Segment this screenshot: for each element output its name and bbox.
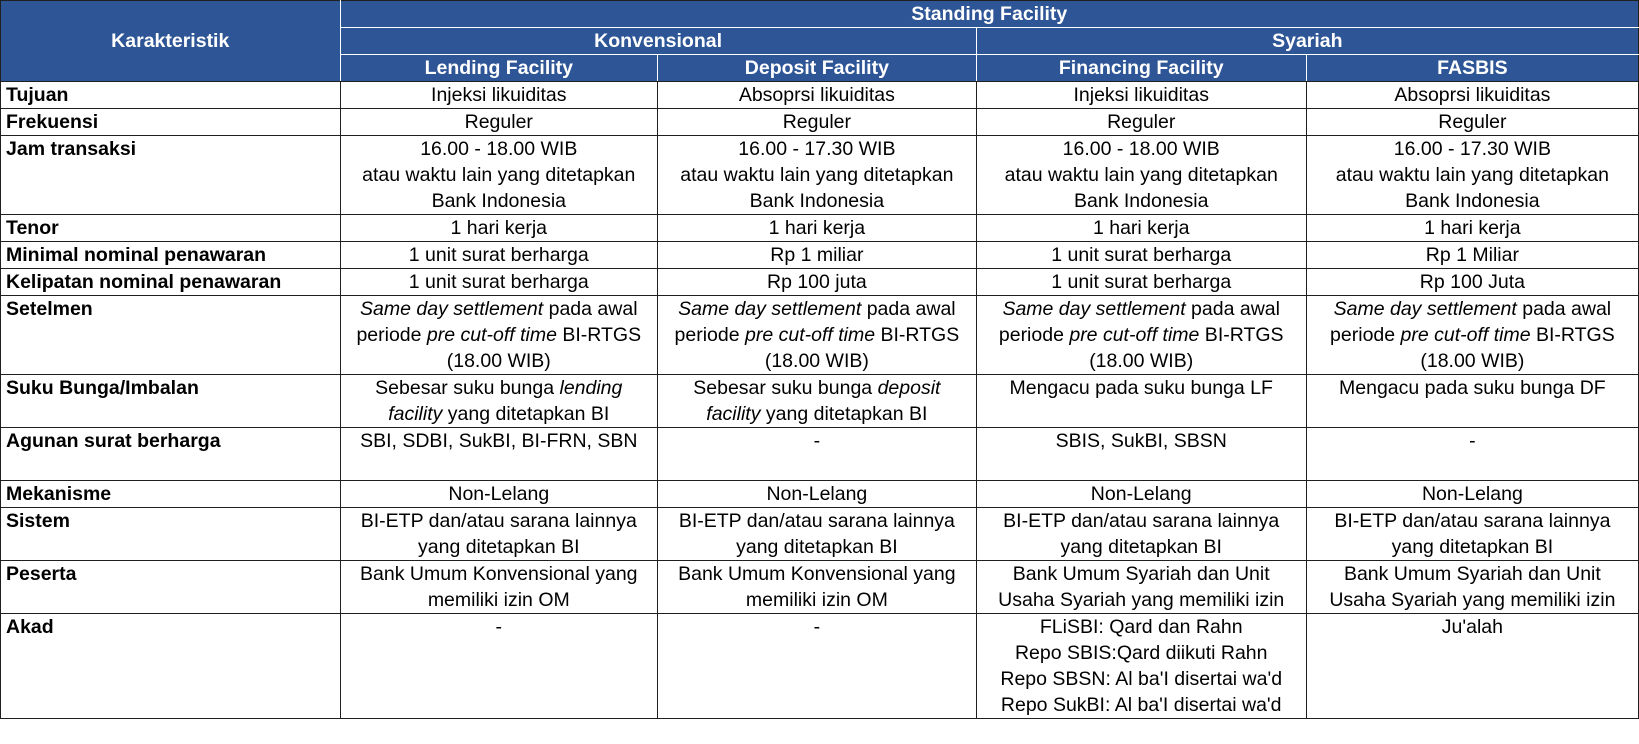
italic-text: pre cut-off time xyxy=(745,324,876,346)
cell-ff: Non-Lelang xyxy=(976,481,1306,508)
header-standing-facility: Standing Facility xyxy=(340,1,1639,28)
cell-line: Bank Umum Konvensional yang xyxy=(360,563,638,585)
cell-line: atau waktu lain yang ditetapkan xyxy=(1335,164,1609,186)
cell-lf xyxy=(340,508,658,561)
cell-line xyxy=(345,322,654,348)
cell-lf: Non-Lelang xyxy=(340,481,658,508)
header-lending-facility: Lending Facility xyxy=(340,55,658,82)
cell-line xyxy=(345,296,654,322)
cell-line: Usaha Syariah yang memiliki izin xyxy=(998,589,1285,611)
cell-fasbis xyxy=(1306,136,1638,215)
cell-line: atau waktu lain yang ditetapkan xyxy=(362,164,636,186)
cell-ff: Reguler xyxy=(976,109,1306,136)
italic-text: facility xyxy=(706,403,761,425)
cell-line: yang ditetapkan BI xyxy=(736,536,898,558)
row-label: Tenor xyxy=(1,215,341,242)
cell-fasbis: Reguler xyxy=(1306,109,1638,136)
cell-line: memiliki izin OM xyxy=(427,589,570,611)
cell-line: BI-ETP dan/atau sarana lainnya xyxy=(360,510,637,532)
cell-line: Bank Umum Konvensional yang xyxy=(678,563,956,585)
cell-line: (18.00 WIB) xyxy=(1089,350,1194,372)
cell-line: yang ditetapkan BI xyxy=(1060,536,1222,558)
cell-df: Non-Lelang xyxy=(658,481,977,508)
cell-line: atau waktu lain yang ditetapkan xyxy=(680,164,954,186)
cell-text: periode xyxy=(356,324,427,346)
row-setelmen xyxy=(1,296,1639,375)
cell-df: Rp 1 miliar xyxy=(658,242,977,269)
cell-line: memiliki izin OM xyxy=(745,589,888,611)
cell-df: Rp 100 juta xyxy=(658,269,977,296)
cell-text: periode xyxy=(1330,324,1401,346)
cell-text: pada awal xyxy=(1516,298,1612,320)
cell-ff: 1 hari kerja xyxy=(976,215,1306,242)
row-label: Agunan surat berharga xyxy=(1,428,341,481)
cell-line: Repo SBSN: Al ba'I disertai wa'd xyxy=(1000,668,1283,690)
row-tenor xyxy=(1,215,1639,242)
row-label: Setelmen xyxy=(1,296,341,375)
cell-line xyxy=(662,375,972,401)
cell-df xyxy=(658,561,977,614)
cell-df: - xyxy=(658,428,977,481)
cell-fasbis: 1 hari kerja xyxy=(1306,215,1638,242)
cell-fasbis: Rp 1 Miliar xyxy=(1306,242,1638,269)
cell-line xyxy=(345,375,654,401)
cell-ff: 1 unit surat berharga xyxy=(976,242,1306,269)
cell-line: BI-ETP dan/atau sarana lainnya xyxy=(678,510,955,532)
cell-line: FLiSBI: Qard dan Rahn xyxy=(1039,616,1243,638)
cell-ff: 1 unit surat berharga xyxy=(976,269,1306,296)
cell-line: 16.00 - 17.30 WIB xyxy=(738,138,896,160)
cell-fasbis xyxy=(1306,296,1638,375)
italic-text: Same day settlement xyxy=(1333,298,1517,320)
cell-line: 16.00 - 17.30 WIB xyxy=(1393,138,1551,160)
header-konvensional: Konvensional xyxy=(340,28,976,55)
cell-lf xyxy=(340,136,658,215)
row-label: Tujuan xyxy=(1,82,341,109)
cell-df: Absoprsi likuiditas xyxy=(658,82,977,109)
cell-text: BI-RTGS xyxy=(1199,324,1284,346)
cell-df xyxy=(658,375,977,428)
row-suku-bunga xyxy=(1,375,1639,428)
cell-text: pada awal xyxy=(543,298,638,320)
cell-df xyxy=(658,296,977,375)
cell-line: BI-ETP dan/atau sarana lainnya xyxy=(1334,510,1611,532)
cell-line xyxy=(662,296,972,322)
cell-line: Bank Umum Syariah dan Unit xyxy=(1343,563,1601,585)
cell-lf xyxy=(340,561,658,614)
header-deposit-facility: Deposit Facility xyxy=(658,55,977,82)
row-label: Peserta xyxy=(1,561,341,614)
cell-lf: 1 hari kerja xyxy=(340,215,658,242)
cell-ff: Mengacu pada suku bunga LF xyxy=(976,375,1306,428)
header-fasbis: FASBIS xyxy=(1306,55,1638,82)
cell-ff xyxy=(976,296,1306,375)
cell-fasbis: Absoprsi likuiditas xyxy=(1306,82,1638,109)
cell-text: periode xyxy=(674,324,745,346)
cell-text: periode xyxy=(998,324,1070,346)
cell-lf: Reguler xyxy=(340,109,658,136)
cell-lf xyxy=(340,375,658,428)
italic-text: deposit xyxy=(877,377,941,399)
cell-line: Repo SukBI: Al ba'I disertai wa'd xyxy=(1000,694,1282,716)
cell-line: (18.00 WIB) xyxy=(764,350,869,372)
cell-line: BI-ETP dan/atau sarana lainnya xyxy=(1003,510,1280,532)
row-label: Sistem xyxy=(1,508,341,561)
row-label: Mekanisme xyxy=(1,481,341,508)
row-sistem xyxy=(1,508,1639,561)
cell-line: atau waktu lain yang ditetapkan xyxy=(1004,164,1278,186)
italic-text: Same day settlement xyxy=(678,298,862,320)
cell-text: Sebesar suku bunga xyxy=(693,377,878,399)
cell-line xyxy=(662,401,972,427)
cell-line: (18.00 WIB) xyxy=(446,350,551,372)
italic-text: pre cut-off time xyxy=(1400,324,1531,346)
row-label: Kelipatan nominal penawaran xyxy=(1,269,341,296)
cell-line: yang ditetapkan BI xyxy=(418,536,580,558)
cell-text: BI-RTGS xyxy=(1530,324,1615,346)
row-label: Akad xyxy=(1,614,341,719)
cell-ff xyxy=(976,561,1306,614)
row-label: Frekuensi xyxy=(1,109,341,136)
cell-line: Bank Indonesia xyxy=(1405,190,1540,212)
cell-df: Reguler xyxy=(658,109,977,136)
cell-lf: SBI, SDBI, SukBI, BI-FRN, SBN xyxy=(340,428,658,481)
cell-fasbis: Rp 100 Juta xyxy=(1306,269,1638,296)
italic-text: facility xyxy=(388,403,443,425)
cell-text: pada awal xyxy=(861,298,956,320)
cell-line: Repo SBIS:Qard diikuti Rahn xyxy=(1014,642,1268,664)
cell-line: Bank Indonesia xyxy=(749,190,885,212)
row-label: Minimal nominal penawaran xyxy=(1,242,341,269)
row-akad xyxy=(1,614,1639,719)
row-tujuan xyxy=(1,82,1639,109)
cell-lf: Injeksi likuiditas xyxy=(340,82,658,109)
cell-line xyxy=(981,296,1302,322)
cell-lf: - xyxy=(340,614,658,719)
cell-text: Sebesar suku bunga xyxy=(375,377,560,399)
header-syariah: Syariah xyxy=(976,28,1638,55)
cell-fasbis xyxy=(1306,561,1638,614)
row-label: Jam transaksi xyxy=(1,136,341,215)
cell-line: Bank Indonesia xyxy=(431,190,566,212)
cell-fasbis: Non-Lelang xyxy=(1306,481,1638,508)
cell-text: BI-RTGS xyxy=(556,324,642,346)
cell-line xyxy=(981,322,1302,348)
cell-line: 16.00 - 18.00 WIB xyxy=(1062,138,1220,160)
row-kelipatan-nominal xyxy=(1,269,1639,296)
cell-line: 16.00 - 18.00 WIB xyxy=(420,138,578,160)
italic-text: lending xyxy=(559,377,623,399)
row-agunan xyxy=(1,428,1639,481)
cell-ff xyxy=(976,508,1306,561)
row-jam-transaksi xyxy=(1,136,1639,215)
cell-text: BI-RTGS xyxy=(875,324,960,346)
italic-text: Same day settlement xyxy=(360,298,544,320)
cell-lf: 1 unit surat berharga xyxy=(340,269,658,296)
cell-line: Bank Indonesia xyxy=(1074,190,1209,212)
cell-line xyxy=(662,322,972,348)
cell-df xyxy=(658,136,977,215)
cell-df: - xyxy=(658,614,977,719)
italic-text: pre cut-off time xyxy=(426,324,557,346)
cell-line xyxy=(1311,296,1634,322)
row-label: Suku Bunga/Imbalan xyxy=(1,375,341,428)
row-mekanisme xyxy=(1,481,1639,508)
italic-text: Same day settlement xyxy=(1002,298,1186,320)
header-financing-facility: Financing Facility xyxy=(976,55,1306,82)
cell-line: yang ditetapkan BI xyxy=(1391,536,1554,558)
cell-fasbis xyxy=(1306,508,1638,561)
cell-fasbis: - xyxy=(1306,428,1638,481)
header-karakteristik: Karakteristik xyxy=(1,1,341,82)
cell-line xyxy=(1311,322,1634,348)
cell-ff xyxy=(976,136,1306,215)
cell-text: pada awal xyxy=(1185,298,1280,320)
row-peserta xyxy=(1,561,1639,614)
cell-text: yang ditetapkan BI xyxy=(760,403,928,425)
cell-line: Bank Umum Syariah dan Unit xyxy=(1012,563,1270,585)
cell-lf: 1 unit surat berharga xyxy=(340,242,658,269)
cell-ff xyxy=(976,614,1306,719)
cell-line xyxy=(345,401,654,427)
cell-fasbis: Ju'alah xyxy=(1306,614,1638,719)
cell-line: (18.00 WIB) xyxy=(1420,350,1525,372)
row-minimal-nominal xyxy=(1,242,1639,269)
cell-ff: SBIS, SukBI, SBSN xyxy=(976,428,1306,481)
cell-df xyxy=(658,508,977,561)
italic-text: pre cut-off time xyxy=(1069,324,1200,346)
cell-df: 1 hari kerja xyxy=(658,215,977,242)
cell-fasbis: Mengacu pada suku bunga DF xyxy=(1306,375,1638,428)
row-frekuensi xyxy=(1,109,1639,136)
cell-ff: Injeksi likuiditas xyxy=(976,82,1306,109)
cell-lf xyxy=(340,296,658,375)
cell-text: yang ditetapkan BI xyxy=(442,403,610,425)
cell-line: Usaha Syariah yang memiliki izin xyxy=(1329,589,1616,611)
